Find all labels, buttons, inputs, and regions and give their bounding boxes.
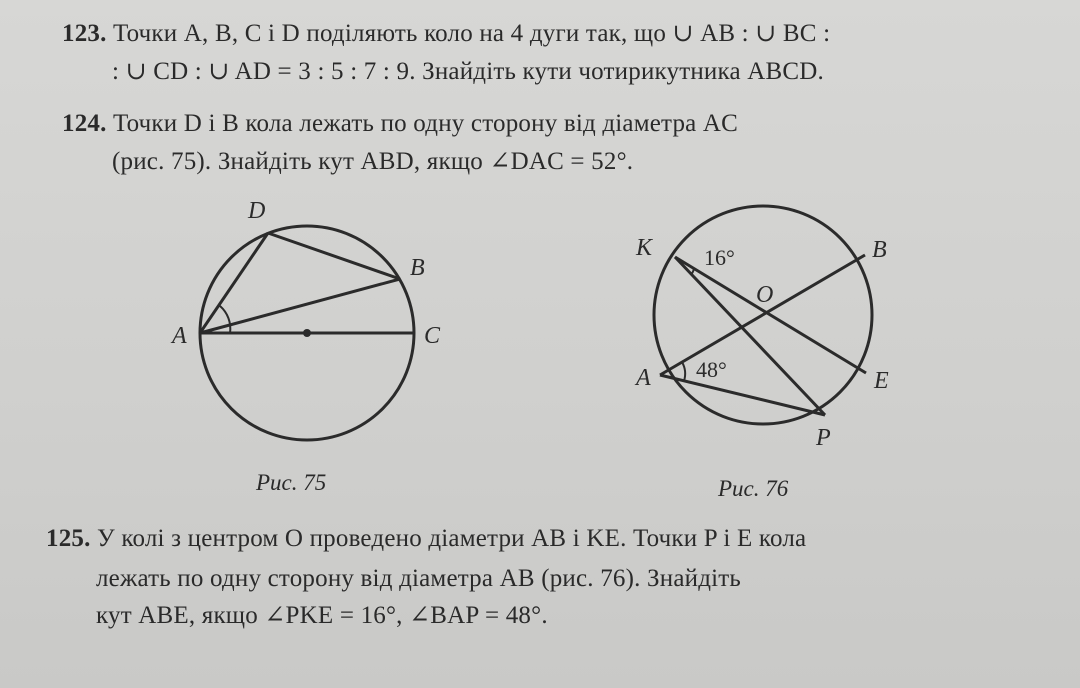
problem-text: Точки D і B кола лежать по одну сторону від діаметра AC	[113, 110, 739, 137]
problem-number: 124.	[62, 110, 107, 137]
angle-label-48: 48°	[696, 357, 727, 382]
problem-number: 125.	[46, 525, 91, 552]
angle-arc	[220, 306, 230, 333]
problem-124-line-2	[112, 146, 633, 176]
problem-text: Точки A, B, C і D поділяють коло на 4 дуги так, що ∪ AB : ∪ BC :	[113, 20, 831, 47]
angle-arc-a	[682, 362, 685, 381]
angle-arc-k	[691, 269, 694, 275]
problem-125-line-1	[46, 525, 806, 553]
label-a: A	[636, 365, 651, 391]
label-p: P	[816, 425, 831, 451]
label-b: B	[872, 237, 887, 263]
problem-text: У колі з центром O проведено діаметри AB і KE. Точки P і E кола	[97, 525, 807, 552]
problem-125-line-2	[96, 565, 741, 593]
problem-123-line-2	[112, 56, 824, 86]
problem-124-line-1	[62, 110, 738, 138]
problem-text: : ∪ CD : ∪ AD = 3 : 5 : 7 : 9. Знайдіть кути чотирикутника ABCD.	[112, 58, 824, 85]
angle-label-16: 16°	[704, 245, 735, 270]
figure-75-caption: Рис. 75	[256, 470, 327, 495]
problem-number: 123.	[62, 20, 107, 47]
label-a: A	[172, 323, 187, 349]
figure-75	[150, 185, 470, 505]
label-c: C	[424, 323, 441, 349]
label-k: K	[636, 235, 653, 261]
label-d: D	[248, 198, 266, 224]
problem-123-line-1	[62, 18, 830, 48]
problem-125-line-3	[96, 600, 548, 630]
problem-text: (рис. 75). Знайдіть кут ABD, якщо ∠DAC = 52°.	[112, 148, 634, 175]
label-o: O	[756, 282, 774, 308]
problem-text: лежать по одну сторону від діаметра AB (рис. 76). Знайдіть	[96, 565, 741, 592]
problem-text: кут ABE, якщо ∠PKE = 16°, ∠BAP = 48°.	[96, 602, 548, 629]
center-point	[303, 329, 311, 337]
figure-76-caption: Рис. 76	[718, 476, 789, 501]
label-b: B	[410, 255, 425, 281]
figure-76	[620, 195, 920, 485]
label-e: E	[874, 368, 889, 394]
